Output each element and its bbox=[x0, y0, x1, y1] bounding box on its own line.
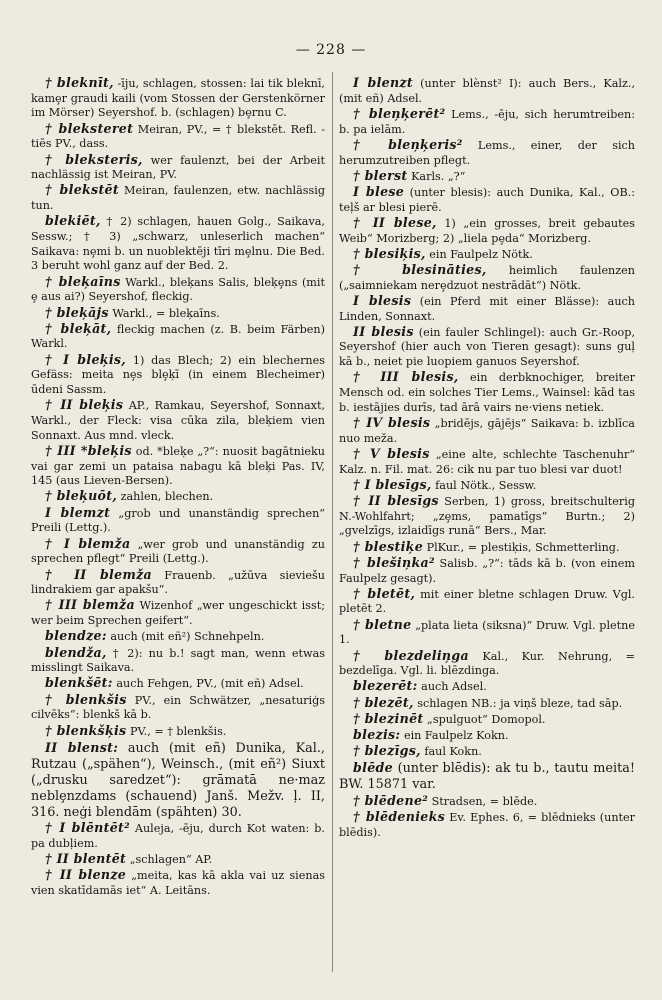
entry-text: (ein Pferd mit einer Blässe): auch Linden, Sonnaxt. bbox=[339, 294, 636, 323]
entry-text: „plata lieta (siksna)“ Druw. Vgl. pletne 1. bbox=[339, 618, 635, 647]
entry-headword: † I blesīgs, bbox=[353, 476, 432, 492]
dictionary-entry bbox=[339, 679, 635, 695]
dictionary-entry bbox=[339, 247, 635, 263]
entry-text: ein Faulpelz Kokn. bbox=[400, 729, 509, 743]
dictionary-entry bbox=[31, 214, 325, 274]
dictionary-entry bbox=[31, 275, 325, 305]
entry-headword: † II blentēt bbox=[45, 851, 127, 867]
dictionary-entry bbox=[339, 556, 635, 586]
dictionary-entry bbox=[31, 676, 325, 692]
dictionary-entry bbox=[31, 506, 325, 536]
entry-text: ein Faulpelz Nötk. bbox=[425, 247, 533, 261]
entry-headword: blēde bbox=[353, 760, 393, 776]
entry-text: Stradsen, = blēde. bbox=[428, 794, 538, 808]
entry-headword: † blestiķe bbox=[353, 538, 424, 554]
entry-text: Karls. „?“ bbox=[407, 169, 466, 183]
dictionary-entry bbox=[339, 370, 635, 415]
entry-text: Ev. Ephes. 6, = blēdnieks (unter blēdis). bbox=[339, 811, 635, 839]
dictionary-entry bbox=[31, 537, 325, 567]
dictionary-entry bbox=[339, 416, 635, 446]
left-column bbox=[31, 76, 325, 899]
entry-headword: † bleņķerēt² bbox=[353, 105, 446, 121]
dictionary-entry bbox=[31, 646, 325, 676]
entry-text: faul Nötk., Sessw. bbox=[431, 478, 537, 492]
entry-headword: I blemzt bbox=[45, 504, 111, 520]
entry-text: faul Kokn. bbox=[420, 745, 482, 759]
entry-text: schlagen NB.: ja viņš bleze, tad sāp. bbox=[413, 696, 623, 710]
entry-text: „wer grob und unanständig zu sprechen pflegt“ Preili (Lettg.). bbox=[31, 537, 325, 566]
page-number: — 228 — bbox=[295, 42, 367, 58]
dictionary-entry bbox=[31, 852, 325, 868]
entry-text: PlKur., = plestiķis, Schmetterling. bbox=[423, 540, 620, 554]
entry-text: (unter blesis): auch Dunika, Kal., OB.: teļš ar blesi pierē. bbox=[339, 185, 635, 214]
dictionary-entry bbox=[339, 478, 635, 494]
entry-headword: blendža, bbox=[45, 644, 107, 660]
entry-headword: II blenst: bbox=[45, 739, 119, 755]
dictionary-entry bbox=[31, 322, 325, 352]
dictionary-entry bbox=[31, 306, 325, 322]
entry-text: AP., Ramkau, Seyershof, Sonnaxt, Warkl., der Fleck: visa cūka zila, bleķiem vien Sonnaxt. Aus mnd. vleck. bbox=[31, 399, 325, 442]
dictionary-entry bbox=[339, 760, 635, 793]
entry-text: auch (mit eñ²) Schnehpeln. bbox=[106, 630, 265, 644]
entry-text: Lems., -ēju, sich herumtreiben: b. pa ielām. bbox=[339, 107, 635, 136]
dictionary-entry bbox=[339, 263, 635, 293]
dictionary-entry bbox=[339, 76, 635, 106]
dictionary-entry bbox=[31, 598, 325, 628]
entry-headword: † II bleķis bbox=[45, 397, 124, 413]
dictionary-entry bbox=[339, 744, 635, 760]
entry-text: Auleja, -ēju, durch Kot waten: b. pa dubļiem. bbox=[31, 822, 325, 850]
dictionary-entry bbox=[31, 821, 325, 851]
entry-headword: I blesis bbox=[353, 292, 412, 308]
entry-headword: † V blesis bbox=[353, 445, 430, 461]
dictionary-entry bbox=[31, 568, 325, 598]
dictionary-entry bbox=[31, 489, 325, 505]
entry-headword: † IV blesis bbox=[353, 414, 431, 430]
entry-text: -īju, schlagen, stossen: lai tik bleknī, kamȩr graudi kaili (vom Stossen der Gerstenkörner im Mörser) Seyershof. b. (schlagen) bȩrnu C. bbox=[31, 77, 325, 120]
entry-text: od. *bleķe „?“: nuosit bagātnieku vai gar zemi un pataisa nabagu kā bleķi Pas. IV, 145 (aus Lieven-Bersen). bbox=[31, 444, 325, 488]
entry-text: auch (mit eñ) Dunika, Kal., Rutzau („spähen“), Weinsch., (mit eñ²) Siuxt („drusku saredzet“): grāmatā ne·maz neblȩnzdams (schauend) Janš. Mežv. ļ. II, 316. neģi blendām (spähten) 30. bbox=[31, 740, 325, 820]
entry-headword: † bleksteris, bbox=[45, 151, 143, 167]
entry-headword: † bletēt, bbox=[353, 585, 416, 601]
entry-headword: I blese bbox=[353, 183, 405, 199]
dictionary-entry bbox=[339, 712, 635, 728]
entry-headword: † bleķājs bbox=[45, 304, 109, 320]
entry-text: 1) „ein grosses, breit gebautes Weib“ Morizberg; 2) „liela pȩda“ Morizberg. bbox=[339, 216, 635, 245]
entry-text: † 2) schlagen, hauen Golg., Saikava, Sessw.; † 3) „schwarz, unleserlich machen“ Saikava: nȩmi b. un nuoblektēji tīri mȩlnu. Die Bed. 3 beruht wohl ganz auf der Bed. 2. bbox=[31, 215, 325, 273]
entry-headword: blezerēt: bbox=[353, 678, 418, 694]
dictionary-entry bbox=[31, 76, 325, 121]
dictionary-entry bbox=[339, 649, 635, 679]
entry-text: heimlich faulenzen („saimniekam nerȩdzuot nestrādāt“) Nötk. bbox=[339, 263, 635, 292]
entry-headword: † I blemža bbox=[45, 535, 131, 551]
entry-headword: † III *bleķis bbox=[45, 442, 132, 458]
dictionary-entry bbox=[339, 794, 635, 810]
entry-text: PV., = † blenkšis. bbox=[126, 724, 227, 738]
entry-text: Salisb. „?“: tāds kā b. (von einem Faulpelz gesagt). bbox=[339, 556, 635, 585]
entry-headword: † bletne bbox=[353, 616, 412, 632]
entry-headword: blendze: bbox=[45, 628, 107, 644]
entry-text: wer faulenzt, bei der Arbeit nachlässig ist Meiran, PV. bbox=[31, 153, 325, 182]
entry-headword: † bleknīt, bbox=[45, 75, 114, 90]
entry-headword: II blesis bbox=[353, 323, 414, 339]
entry-text: „meita, kas kā akla vai uz sienas vien skatīdamās iet“ A. Leitāns. bbox=[31, 869, 325, 898]
entry-headword: † bleņķeris² bbox=[353, 136, 463, 152]
dictionary-entry bbox=[31, 693, 325, 723]
dictionary-entry bbox=[339, 325, 635, 370]
dictionary-entry bbox=[339, 587, 635, 617]
entry-headword: † blekstēt bbox=[45, 182, 119, 198]
dictionary-entry bbox=[339, 216, 635, 246]
entry-text: 1) das Blech; 2) ein blechernes Gefäss: meita nȩs blȩķī (in einem Blecheimer) ūdeni Sassm. bbox=[31, 353, 325, 397]
entry-text: auch Fehgen, PV., (mit eñ) Adsel. bbox=[112, 677, 304, 691]
entry-headword: † III blesis, bbox=[353, 369, 459, 385]
dictionary-entry bbox=[339, 618, 635, 648]
entry-text: Kal., Kur. Nehrung, = bezdelīga. Vgl. li. blēzdinga. bbox=[339, 649, 635, 678]
column-divider bbox=[332, 72, 333, 972]
entry-text: Warkl., = bleķaīns. bbox=[108, 306, 220, 320]
entry-headword: † blēdenieks bbox=[353, 809, 446, 825]
dictionary-entry bbox=[339, 540, 635, 556]
entry-headword: † bleķuōt, bbox=[45, 488, 118, 504]
entry-headword: † blesināties, bbox=[353, 261, 487, 277]
dictionary-entry bbox=[339, 138, 635, 168]
entry-headword: † II blemža bbox=[45, 566, 152, 582]
dictionary-entry bbox=[31, 740, 325, 821]
entry-text: „grob und unanständig sprechen“ Preili (Lettg.). bbox=[31, 506, 326, 535]
entry-headword: † I bleķis, bbox=[45, 351, 126, 367]
entry-text: Meiran, PV., = † blekstēt. Refl. -tiēs PV., dass. bbox=[31, 122, 325, 151]
dictionary-entry bbox=[31, 868, 325, 898]
entry-text: „spulguot“ Domopol. bbox=[423, 712, 546, 726]
entry-text: „bridējs, gājējs“ Saikava: b. izblīca nuo meža. bbox=[339, 416, 635, 445]
dictionary-entry bbox=[31, 153, 325, 183]
entry-text: auch Adsel. bbox=[417, 680, 487, 694]
entry-text: (ein fauler Schlingel): auch Gr.-Roop, Seyershof (hier auch von Tieren gesagt): suns guļ kā b., neiet pie luopiem ganuos Seyershof. bbox=[339, 325, 636, 369]
dictionary-entry bbox=[339, 294, 635, 324]
dictionary-entry bbox=[31, 353, 325, 398]
entry-text: „eine alte, schlechte Taschenuhr“ Kalz. n. Fil. mat. 26: cik nu par tuo blesi var duot! bbox=[339, 447, 635, 476]
entry-headword: † blerst bbox=[353, 167, 408, 183]
entry-headword: † II blese, bbox=[353, 214, 437, 230]
dictionary-entry bbox=[31, 444, 325, 489]
entry-text: mit einer bletne schlagen Druw. Vgl. pletēt 2. bbox=[339, 587, 635, 616]
entry-text: Lems., einer, der sich herumzutreiben pflegt. bbox=[339, 138, 635, 167]
dictionary-entry bbox=[339, 494, 635, 539]
entry-text: Warkl., bleķans Salis, bleķȩns (mit ȩ aus ai?) Seyershof, fleckig. bbox=[31, 275, 325, 304]
entry-text: Frauenb. „užūva sieviešu lindrakiem gar apakšu“. bbox=[31, 568, 325, 597]
entry-text: ein derbknochiger, breiter Mensch od. ein solches Tier Lems., Wainsel: kād tas b. iestājies durīs, tad ārā vairs ne·viens netiek. bbox=[339, 371, 635, 414]
dictionary-entry bbox=[31, 183, 325, 213]
entry-headword: I blenzt bbox=[353, 75, 413, 90]
entry-text: „schlagen“ AP. bbox=[126, 853, 213, 867]
entry-headword: blenkšēt: bbox=[45, 675, 113, 691]
entry-headword: † I blēntēt² bbox=[45, 820, 130, 836]
dictionary-entry bbox=[339, 810, 635, 840]
right-column bbox=[339, 76, 635, 841]
dictionary-entry bbox=[339, 185, 635, 215]
entry-headword: † blenkšķis bbox=[45, 722, 127, 738]
entry-headword: † bleķāt, bbox=[45, 320, 112, 336]
dictionary-entry bbox=[339, 107, 635, 137]
entry-headword: † II blesīgs bbox=[353, 492, 439, 508]
entry-headword: † blesiķis, bbox=[353, 245, 426, 261]
dictionary-entry bbox=[31, 724, 325, 740]
entry-headword: † blezinēt bbox=[353, 710, 424, 726]
dictionary-entry bbox=[31, 122, 325, 152]
entry-headword: † blezdeliņga bbox=[353, 647, 469, 663]
entry-text: (unter blènst² I): auch Bers., Kalz., (mit eñ) Adsel. bbox=[339, 77, 635, 105]
entry-headword: † bleķaīns bbox=[45, 273, 121, 289]
entry-text: zahlen, blechen. bbox=[117, 490, 214, 504]
entry-headword: † blešiņka² bbox=[353, 554, 435, 570]
entry-text: fleckig machen (z. B. beim Färben) Warkl. bbox=[31, 322, 325, 351]
dictionary-entry bbox=[339, 728, 635, 744]
entry-headword: † blezēt, bbox=[353, 694, 414, 710]
dictionary-entry bbox=[339, 696, 635, 712]
entry-headword: † blenkšis bbox=[45, 691, 127, 707]
entry-headword: † III blemža bbox=[45, 597, 135, 613]
entry-text: Wizenhof „wer ungeschickt isst; wer beim Sprechen geifert“. bbox=[31, 599, 325, 628]
entry-text: Serben, 1) gross, breitschulterig N.-Wohlfahrt; „zȩms, pamatīgs“ Burtn.; 2) „gvelzīgs, izlaidīgs runā“ Bers., Mar. bbox=[339, 494, 636, 538]
entry-text: PV., ein Schwätzer, „nesaturiģs cilvēks“: blenkš kā b. bbox=[31, 693, 325, 722]
entry-headword: blekiēt, bbox=[45, 213, 101, 229]
dictionary-entry bbox=[339, 169, 635, 185]
dictionary-entry bbox=[31, 398, 325, 443]
dictionary-entry bbox=[31, 629, 325, 645]
entry-headword: † II blenze bbox=[45, 867, 127, 883]
entry-headword: blezis: bbox=[353, 727, 401, 743]
entry-text: † 2): nu b.! sagt man, wenn etwas misslingt Saikava. bbox=[31, 646, 325, 675]
entry-headword: † blezīgs, bbox=[353, 743, 421, 759]
entry-headword: † bleksteret bbox=[45, 120, 134, 136]
entry-text: Meiran, faulenzen, etw. nachlässig tun. bbox=[31, 184, 325, 213]
entry-text: (unter blēdis): ak tu b., tautu meita! BW. 15871 var. bbox=[339, 761, 635, 793]
dictionary-entry bbox=[339, 447, 635, 477]
entry-headword: † blēdene² bbox=[353, 792, 429, 808]
